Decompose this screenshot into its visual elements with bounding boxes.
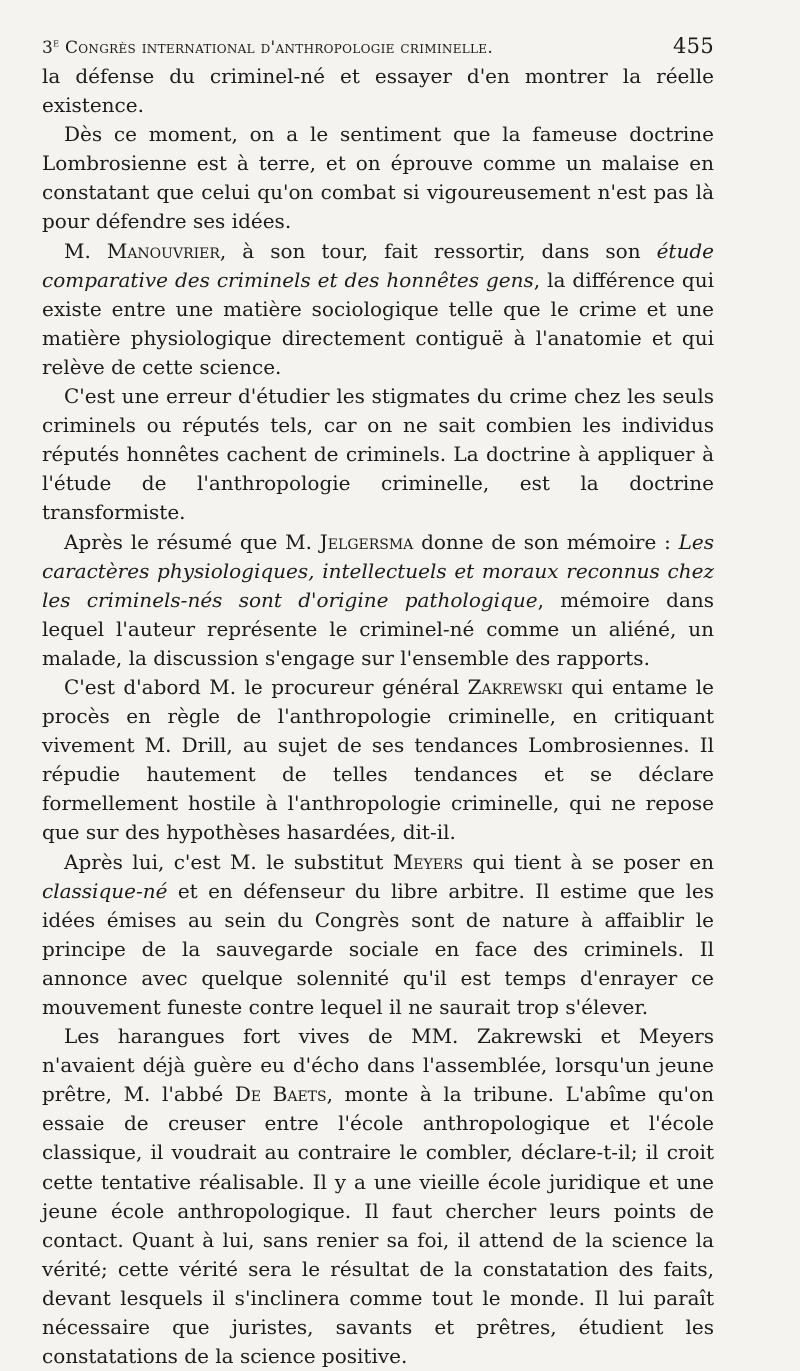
page-number: 455: [673, 34, 714, 58]
italic-title: étude comparative des criminels et des honnêtes gens: [42, 238, 714, 292]
text-run: donne de son mémoire :: [413, 529, 679, 554]
text-run: C'est une erreur d'étudier les stigmates du crime chez les seuls criminels ou réputés tels, car on ne sait combien les individus réputés honnêtes cachent de criminels. La doctrine à appliquer à l'étude de l'anthropologie criminelle, est la doctrine transformiste.: [42, 384, 714, 525]
paragraph: [42, 237, 714, 382]
text-run: qui tient à se poser en: [463, 849, 714, 874]
text-run: Dès ce moment, on a le sentiment que la fameuse doctrine Lombrosienne est à terre, et on éprouve comme un malaise en constatant que celui qu'on combat si vigoureusement n'est pas là pour défendre ses idées.: [42, 122, 714, 234]
text-run: Les harangues fort vives de MM. Zakrewski et Meyers n'avaient déjà guère eu d'écho dans l'assemblée, lorsqu'un jeune prêtre, M. l'abbé: [42, 1024, 714, 1107]
text-run: , monte à la tribune. L'abîme qu'on essaie de creuser entre l'école anthropologique et l'école classique, il voudrait au contraire le combler, déclare-t-il; il croit cette tentative réalisable. Il y a une vieille école juridique et une jeune école anthropologique. Il faut chercher leurs points de contact. Quant à lui, sans renier sa foi, il attend de la science la vérité; cette vérité sera le résultat de la constatation des faits, devant lesquels il s'inclinera comme tout le monde. Il lui paraît nécessaire que juristes, savants et prêtres, étudient les constatations de la science positive.: [42, 1082, 714, 1369]
paragraph: [42, 1022, 714, 1371]
text-run: qui entame le procès en règle de l'anthropologie criminelle, en critiquant vivement M. Drill, au sujet de ses tendances Lombrosiennes. Il répudie hautement de telles tendances et se déclare formellement hostile à l'anthropologie criminelle, qui ne repose que sur des hypothèses hasardées, dit-il.: [42, 674, 714, 845]
italic-title: classique-né: [42, 878, 168, 903]
body-text: [42, 62, 714, 1371]
text-run: M.: [64, 238, 107, 263]
name-small-caps: Zakrewski: [467, 674, 563, 699]
name-small-caps: Manouvrier: [106, 238, 220, 263]
paragraph: [42, 120, 714, 236]
italic-title: Les caractères physiologiques, intellectuels et moraux reconnus chez les criminels-nés sont d'origine pathologique: [42, 529, 715, 612]
header-title: [42, 38, 493, 58]
paragraph: [42, 673, 714, 848]
paragraph: [42, 528, 714, 673]
header-ordinal-sup: e: [53, 36, 60, 50]
text-run: , à son tour, fait ressortir, dans son: [219, 238, 657, 263]
paragraph: [42, 62, 714, 120]
text-run: Après lui, c'est M. le substitut: [64, 849, 393, 874]
text-run: et en défenseur du libre arbitre. Il estime que les idées émises au sein du Congrès sont de nature à affaiblir le principe de la sauvegarde sociale en face des criminels. Il annonce avec quelque solennité qu'il est temps d'enrayer ce mouvement funeste contre lequel il ne saurait trop s'élever.: [42, 878, 714, 1019]
paragraph: [42, 382, 714, 527]
header-ordinal: 3: [42, 38, 54, 58]
name-small-caps: Jelgersma: [319, 529, 414, 554]
text-run: C'est d'abord M. le procureur général: [64, 674, 468, 699]
name-small-caps: De Baets: [234, 1082, 327, 1107]
text-run: Après le résumé que M.: [64, 529, 320, 554]
text-run: , mémoire dans lequel l'auteur représente le criminel-né comme un aliéné, un malade, la discussion s'engage sur l'ensemble des rapports.: [42, 587, 715, 670]
header-title-text: Congrès international d'anthropologie criminelle.: [64, 38, 494, 58]
paragraph: [42, 848, 714, 1023]
name-small-caps: Meyers: [392, 849, 464, 874]
running-header: [42, 34, 714, 58]
text-run: , la différence qui existe entre une matière sociologique telle que le crime et une matière physiologique directement contiguë à l'anatomie et qui relève de cette science.: [42, 267, 714, 379]
text-run: la défense du criminel-né et essayer d'en montrer la réelle existence.: [42, 64, 714, 118]
